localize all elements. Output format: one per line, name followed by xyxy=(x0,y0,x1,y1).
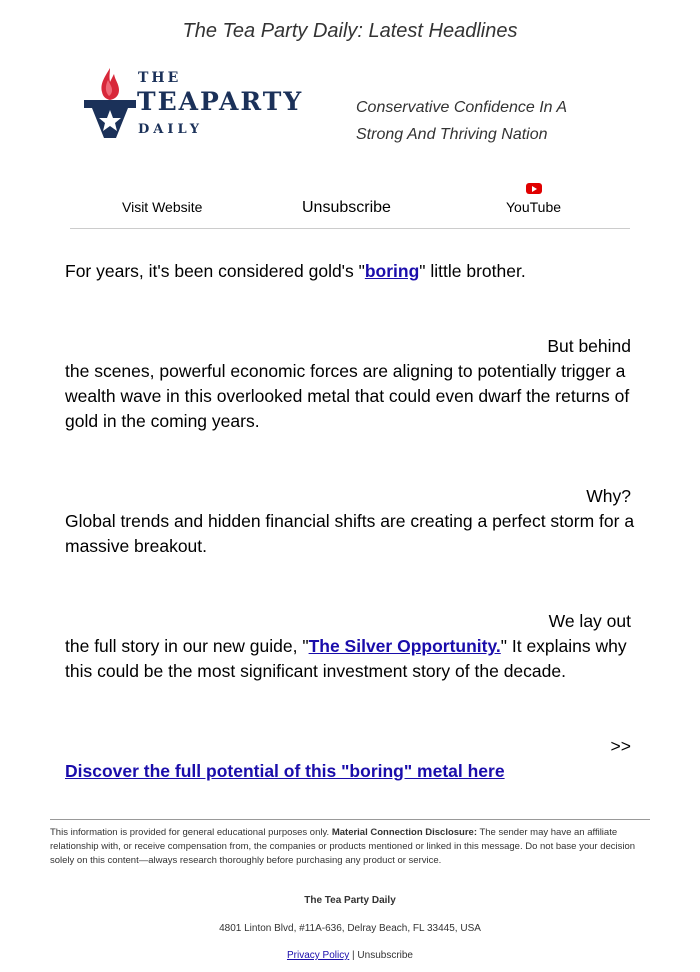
paragraph-1 xyxy=(65,259,635,284)
unsubscribe-link-top[interactable]: Unsubscribe xyxy=(302,199,391,216)
paragraph-4 xyxy=(65,609,635,684)
torch-flame-icon xyxy=(82,66,138,140)
youtube-icon[interactable] xyxy=(526,183,542,194)
youtube-link[interactable]: YouTube xyxy=(506,199,562,215)
footer-divider xyxy=(50,819,650,820)
newsletter-header-title: The Tea Party Daily: Latest Headlines xyxy=(182,20,518,42)
paragraph-5 xyxy=(65,734,635,784)
footer-address: 4801 Linton Blvd, #11A-636, Delray Beach, FL 33445, USA xyxy=(219,923,481,934)
logo-text-daily: DAILY xyxy=(138,122,204,137)
p4-lead-text: We lay out xyxy=(548,611,631,631)
disclaimer xyxy=(50,826,650,868)
boring-link[interactable]: boring xyxy=(364,261,420,281)
p2-lead-text: But behind xyxy=(547,336,631,356)
logo-text-the: THE xyxy=(138,70,182,86)
p4-text-before: the full story in our new guide, " xyxy=(65,636,309,656)
p5-lead-text: >> xyxy=(610,736,631,756)
p3-body-text: Global trends and hidden financial shifts are creating a perfect storm for a massive breakout. xyxy=(65,511,635,556)
footer-separator: | xyxy=(352,950,355,961)
tea-party-daily-logo[interactable] xyxy=(82,66,332,140)
disclaimer-intro: This information is provided for general educational purposes only. xyxy=(50,827,330,838)
p1-text-after: " little brother. xyxy=(419,261,526,281)
disclaimer-body: The sender may have an affiliate relationship with, or receive compensation from, the companies or products mentioned or linked in this message. Do not base your decision solely on this content—always research thoroughly before purchasing any product or service. xyxy=(50,827,636,866)
p3-lead-text: Why? xyxy=(586,486,631,506)
tagline-line-1: Conservative Confidence In A xyxy=(356,99,568,116)
top-nav xyxy=(70,180,630,229)
unsubscribe-link-footer[interactable]: Unsubscribe xyxy=(357,950,413,961)
discover-cta-link[interactable]: Discover the full potential of this "boring" metal here xyxy=(65,761,505,781)
footer-links xyxy=(0,950,700,961)
p1-text-before: For years, it's been considered gold's " xyxy=(65,261,365,281)
paragraph-3 xyxy=(65,484,635,559)
logo-text-teaparty: TEAPARTY xyxy=(137,87,304,116)
p2-body-text: the scenes, powerful economic forces are aligning to potentially trigger a wealth wave in this overlooked metal that could even dwarf the returns of gold in the coming years. xyxy=(65,361,630,431)
tagline xyxy=(356,94,606,148)
footer-company-name: The Tea Party Daily xyxy=(304,895,396,906)
paragraph-2 xyxy=(65,334,635,434)
silver-opportunity-link[interactable]: The Silver Opportunity. xyxy=(308,636,501,656)
tagline-line-2: Strong And Thriving Nation xyxy=(356,126,548,143)
privacy-policy-link[interactable]: Privacy Policy xyxy=(286,950,350,961)
disclosure-label: Material Connection Disclosure: xyxy=(331,827,477,838)
p4-text-after: " It explains why this could be the most significant investment story of the decade. xyxy=(65,636,627,681)
visit-website-link[interactable]: Visit Website xyxy=(122,199,203,215)
